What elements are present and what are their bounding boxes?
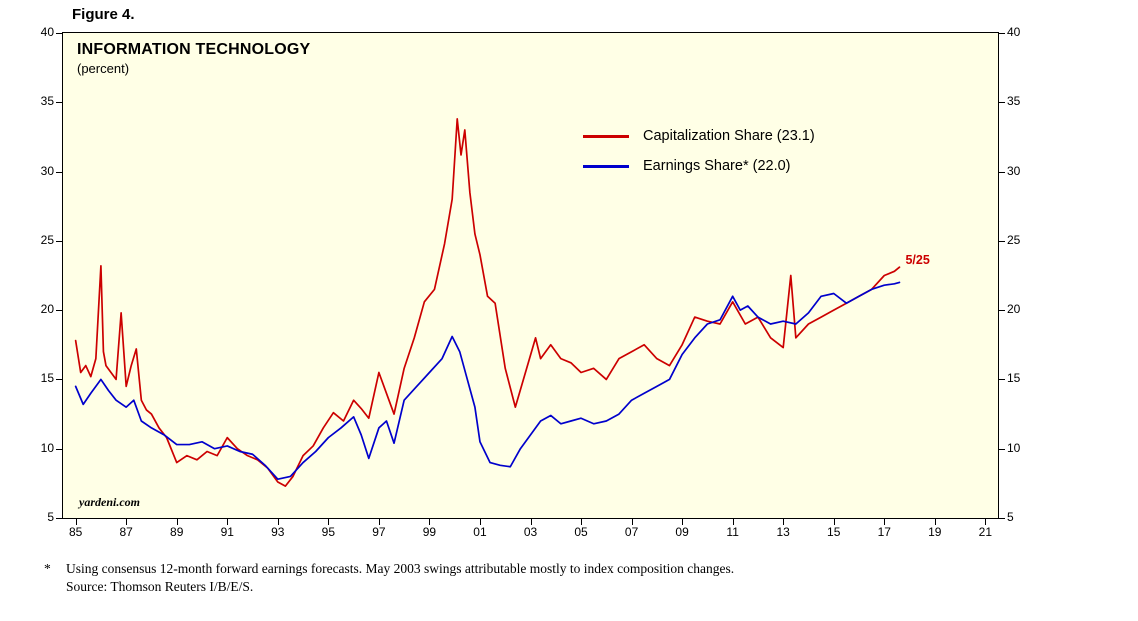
x-tick-mark xyxy=(480,519,481,525)
y-axis-tick-left: 30 xyxy=(40,163,54,178)
figure-title: Figure 4. xyxy=(72,6,135,23)
y-tick-mark xyxy=(56,379,62,380)
chart-plot-area xyxy=(62,32,999,519)
x-axis-tick: 11 xyxy=(726,525,739,539)
x-tick-mark xyxy=(632,519,633,525)
footnote-line-2: Source: Thomson Reuters I/B/E/S. xyxy=(66,579,254,595)
x-axis-tick: 85 xyxy=(68,525,83,539)
y-axis-tick-left: 20 xyxy=(40,302,54,317)
x-tick-mark xyxy=(834,519,835,525)
y-axis-tick-left: 15 xyxy=(40,371,54,386)
x-axis-tick: 21 xyxy=(978,525,993,539)
x-axis-tick: 19 xyxy=(928,525,942,539)
legend-label-earnings: Earnings Share* (22.0) xyxy=(643,158,791,174)
y-axis-tick-right: 25 xyxy=(1007,232,1021,247)
y-tick-mark xyxy=(999,449,1005,450)
x-tick-mark xyxy=(733,519,734,525)
series-line-1 xyxy=(76,282,900,479)
x-tick-mark xyxy=(531,519,532,525)
y-axis-tick-right: 20 xyxy=(1007,302,1021,317)
y-axis-tick-left: 10 xyxy=(40,440,54,455)
x-tick-mark xyxy=(177,519,178,525)
y-tick-mark xyxy=(56,310,62,311)
x-axis-tick: 05 xyxy=(574,525,588,539)
watermark-label: yardeni.com xyxy=(79,495,140,509)
legend-label-capitalization: Capitalization Share (23.1) xyxy=(643,128,815,144)
chart-legend xyxy=(583,121,815,181)
x-tick-mark xyxy=(278,519,279,525)
x-axis-tick: 91 xyxy=(220,525,234,539)
y-tick-mark xyxy=(999,102,1005,103)
x-tick-mark xyxy=(682,519,683,525)
x-tick-mark xyxy=(76,519,77,525)
y-axis-tick-right: 35 xyxy=(1007,94,1021,109)
y-axis-tick-left: 5 xyxy=(47,510,54,524)
x-axis-tick: 13 xyxy=(776,525,790,539)
x-tick-mark xyxy=(328,519,329,525)
x-tick-mark xyxy=(884,519,885,525)
y-axis-tick-right: 40 xyxy=(1007,25,1021,39)
y-tick-mark xyxy=(56,172,62,173)
y-tick-mark xyxy=(56,102,62,103)
x-axis-tick: 17 xyxy=(877,525,891,539)
legend-item-earnings xyxy=(583,151,815,181)
x-tick-mark xyxy=(126,519,127,525)
x-axis-tick: 03 xyxy=(523,525,538,539)
y-tick-mark xyxy=(999,33,1005,34)
chart-lines xyxy=(63,33,998,518)
x-axis-tick: 99 xyxy=(422,525,437,539)
y-tick-mark xyxy=(999,172,1005,173)
legend-swatch-capitalization xyxy=(583,135,629,138)
x-axis-tick: 01 xyxy=(473,525,487,539)
y-tick-mark xyxy=(999,241,1005,242)
x-axis-tick: 15 xyxy=(827,525,841,539)
end-value-label: 5/25 xyxy=(905,253,930,268)
y-tick-mark xyxy=(56,241,62,242)
y-tick-mark xyxy=(999,518,1005,519)
chart-title: INFORMATION TECHNOLOGY xyxy=(77,41,311,58)
x-tick-mark xyxy=(985,519,986,525)
x-tick-mark xyxy=(581,519,582,525)
chart-subtitle: (percent) xyxy=(77,61,130,76)
x-axis-tick: 07 xyxy=(624,525,639,539)
y-axis-tick-right: 10 xyxy=(1007,440,1021,455)
x-axis-tick: 93 xyxy=(271,525,285,539)
y-axis-tick-left: 35 xyxy=(40,94,54,109)
footnote-line-1: Using consensus 12-month forward earnings forecasts. May 2003 swings attributable mostly to index composition changes. xyxy=(66,561,735,576)
y-tick-mark xyxy=(999,310,1005,311)
y-axis-tick-right: 15 xyxy=(1007,371,1021,386)
footnote-marker: * xyxy=(44,561,51,576)
x-axis-tick: 97 xyxy=(372,525,386,539)
x-axis-tick: 95 xyxy=(321,525,335,539)
x-tick-mark xyxy=(429,519,430,525)
legend-swatch-earnings xyxy=(583,165,629,168)
x-axis-tick: 87 xyxy=(119,525,133,539)
x-axis-tick: 89 xyxy=(170,525,184,539)
legend-item-capitalization xyxy=(583,121,815,151)
y-tick-mark xyxy=(56,33,62,34)
x-tick-mark xyxy=(227,519,228,525)
y-tick-mark xyxy=(56,518,62,519)
x-tick-mark xyxy=(935,519,936,525)
footnote-block xyxy=(44,560,1094,596)
y-axis-tick-left: 25 xyxy=(40,232,54,247)
x-axis-tick: 09 xyxy=(675,525,689,539)
y-axis-tick-right: 5 xyxy=(1007,510,1014,524)
y-tick-mark xyxy=(56,449,62,450)
y-axis-tick-right: 30 xyxy=(1007,163,1021,178)
x-tick-mark xyxy=(379,519,380,525)
y-axis-tick-left: 40 xyxy=(40,25,54,39)
x-tick-mark xyxy=(783,519,784,525)
y-tick-mark xyxy=(999,379,1005,380)
